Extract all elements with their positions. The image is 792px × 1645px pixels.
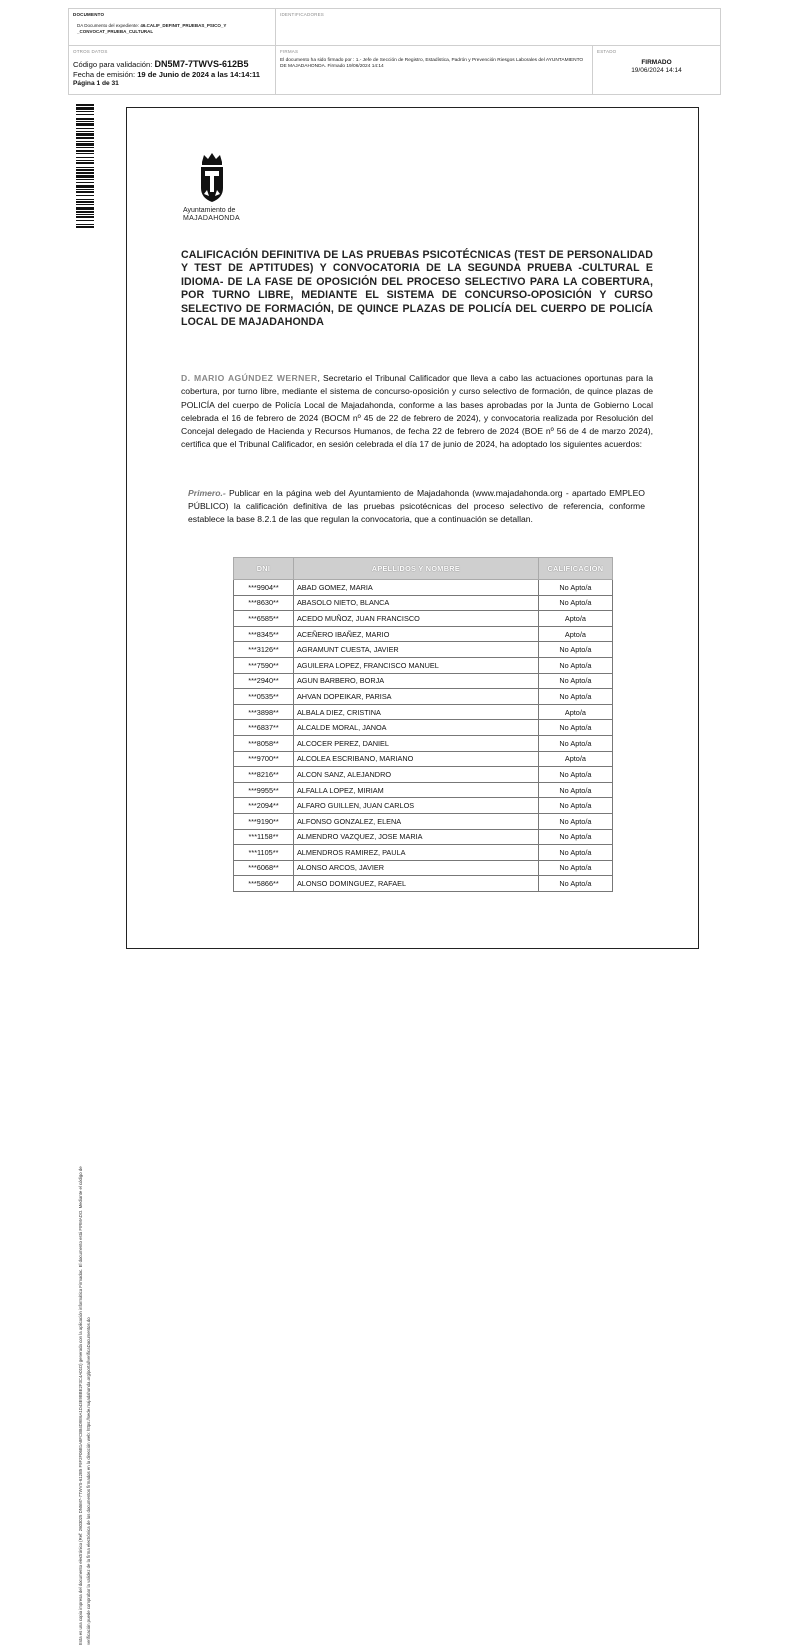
calificacion-cell: No Apto/a (538, 735, 612, 751)
table-row (234, 876, 613, 892)
documento-name: DA Documento del expediente: 46.CALIF_DEFINIT_PRUEBAS_PSICO_Y _CONVOCAT_PRUEBA_CULTURAL (77, 23, 227, 34)
primero-label: Primero.- (188, 488, 226, 498)
name-cell: ACEÑERO IBAÑEZ, MARIO (293, 626, 538, 642)
table-row (234, 782, 613, 798)
dni-cell: ***9700** (234, 751, 294, 767)
name-cell: AGUN BARBERO, BORJA (293, 673, 538, 689)
calificacion-cell: No Apto/a (538, 689, 612, 705)
name-cell: ALMENDROS RAMIREZ, PAULA (293, 845, 538, 861)
name-cell: ALONSO DOMINGUEZ, RAFAEL (293, 876, 538, 892)
calificacion-cell: No Apto/a (538, 876, 612, 892)
dni-cell: ***8216** (234, 767, 294, 783)
results-table-body (234, 580, 613, 892)
dni-cell: ***8630** (234, 595, 294, 611)
name-cell: ALFALLA LOPEZ, MIRIAM (293, 782, 538, 798)
calificacion-cell: No Apto/a (538, 673, 612, 689)
name-cell: ALMENDRO VAZQUEZ, JOSE MARIA (293, 829, 538, 845)
estado-value: FIRMADO 19/06/2024 14:14 (631, 59, 682, 74)
estado-label: ESTADO (597, 49, 617, 54)
calificacion-cell: No Apto/a (538, 657, 612, 673)
table-row (234, 860, 613, 876)
dni-cell: ***9904** (234, 580, 294, 596)
calificacion-cell: No Apto/a (538, 642, 612, 658)
table-row (234, 845, 613, 861)
coat-of-arms-icon (197, 152, 227, 204)
table-row (234, 626, 613, 642)
firmas-label: FIRMAS (280, 49, 299, 54)
firmas-text: El documento ha sido firmado por : 1.- Jefe de Sección de Registro, Estadística, Padrón y Prevención Riesgos Laborales del AYUNTAMIENTO DE MAJADAHONDA. Firmado 19/06/2024 14:14 (280, 58, 584, 70)
name-cell: ALBALA DIEZ, CRISTINA (293, 704, 538, 720)
name-cell: ABASOLO NIETO, BLANCA (293, 595, 538, 611)
calificacion-cell: No Apto/a (538, 595, 612, 611)
calificacion-cell: Apto/a (538, 611, 612, 627)
dni-cell: ***5866** (234, 876, 294, 892)
table-row (234, 673, 613, 689)
calificacion-cell: No Apto/a (538, 767, 612, 783)
table-row (234, 611, 613, 627)
table-row (234, 704, 613, 720)
calificacion-cell: No Apto/a (538, 813, 612, 829)
dni-cell: ***7590** (234, 657, 294, 673)
header-apellidos-nombre: APELLIDOS Y NOMBRE (293, 558, 538, 580)
table-row (234, 829, 613, 845)
identificadores-label: IDENTIFICADORES (280, 12, 325, 17)
document-title: CALIFICACIÓN DEFINITIVA DE LAS PRUEBAS PSICOTÉCNICAS (TEST DE PERSONALIDAD Y TEST DE APTITUDES) Y CONVOCATORIA DE LA SEGUNDA PRUEBA -CULTURAL E IDIOMA- DE LA FASE DE OPOSICIÓN DEL PROCESO SELECTIVO PARA LA COBERTURA, POR TURNO LIBRE, MEDIANTE EL SISTEMA DE CONCURSO-OPOSICIÓN Y CURSO SELECTIVO DE FORMACIÓN, DE QUINCE PLAZAS DE POLICÍA DEL CUERPO DE POLICÍA LOCAL DE MAJADAHONDA (181, 249, 653, 329)
certification-paragraph: D. MARIO AGÚNDEZ WERNER, Secretario el Tribunal Calificador que lleva a cabo las actuaciones oportunas para la cobertura, por turno libre, mediante el sistema de concurso-oposición y curso selectivo de formación, de quince plazas de POLICÍA del cuerpo de Policía Local de Majadahonda, conforme a las bases aprobadas por la Junta de Gobierno Local celebrada el 16 de febrero de 2024 (BOCM nº 45 de 22 de febrero de 2024), y convocatoria realizada por Resolución del Concejal delegado de Hacienda y Recursos Humanos, de fecha 22 de febrero de 2024 (BOE nº 56 de 4 de marzo 2024), certifica que el Tribunal Calificador, en sesión celebrada el día 17 de junio de 2024, ha adoptado los siguientes acuerdos: (181, 373, 653, 450)
barcode-stripe (76, 228, 94, 229)
table-row (234, 751, 613, 767)
name-cell: ABAD GOMEZ, MARIA (293, 580, 538, 596)
dni-cell: ***3898** (234, 704, 294, 720)
pagina-indicator: Página 1 de 31 (73, 80, 119, 87)
logo-text: Ayuntamiento de MAJADAHONDA (183, 207, 240, 222)
table-row (234, 767, 613, 783)
calificacion-cell: Apto/a (538, 626, 612, 642)
header-dni: DNI (234, 558, 294, 580)
name-cell: ALCALDE MORAL, JANOA (293, 720, 538, 736)
otros-datos-cell (69, 46, 276, 94)
table-row (234, 813, 613, 829)
name-cell: ALFONSO GONZALEZ, ELENA (293, 813, 538, 829)
dni-cell: ***2940** (234, 673, 294, 689)
header-calificacion: CALIFICACIÓN (538, 558, 612, 580)
calificacion-cell: Apto/a (538, 751, 612, 767)
vertical-verification-text-1: Esta es una copia impresa del documento electrónico (Ref: 2603025 DN5M7-7TWVS-612B5 F9F2F06B1A8FCB84D9E6A1D43E9BBE2F3C4A01D) generada con la aplicación informática Firmadoc. El documento está FIRMADO. Mediante el código de (78, 1166, 83, 1645)
name-cell: AHVAN DOPEIKAR, PARISA (293, 689, 538, 705)
document-page (126, 107, 699, 949)
secretary-name: D. MARIO AGÚNDEZ WERNER (181, 373, 318, 383)
codigo-validacion: Código para validación: DN5M7-7TWVS-612B5 (73, 59, 249, 69)
table-row (234, 657, 613, 673)
barcode-image (76, 104, 94, 298)
name-cell: ALCOCER PEREZ, DANIEL (293, 735, 538, 751)
table-row (234, 798, 613, 814)
name-cell: ALFARO GUILLEN, JUAN CARLOS (293, 798, 538, 814)
ayuntamiento-logo (183, 152, 247, 223)
table-row (234, 642, 613, 658)
document-metadata-header (68, 8, 721, 95)
firmas-cell (276, 46, 593, 94)
calificacion-cell: No Apto/a (538, 798, 612, 814)
dni-cell: ***6068** (234, 860, 294, 876)
documento-cell (69, 9, 276, 45)
dni-cell: ***9955** (234, 782, 294, 798)
table-row (234, 720, 613, 736)
fecha-emision: Fecha de emisión: 19 de Junio de 2024 a las 14:14:11 (73, 70, 261, 79)
dni-cell: ***6585** (234, 611, 294, 627)
dni-cell: ***0535** (234, 689, 294, 705)
calificacion-cell: Apto/a (538, 704, 612, 720)
table-row (234, 580, 613, 596)
otros-datos-label: OTROS DATOS (73, 49, 108, 54)
dni-cell: ***1158** (234, 829, 294, 845)
estado-cell (593, 46, 720, 94)
table-row (234, 595, 613, 611)
table-row (234, 689, 613, 705)
name-cell: AGRAMUNT CUESTA, JAVIER (293, 642, 538, 658)
table-row (234, 735, 613, 751)
results-table (233, 557, 613, 892)
dni-cell: ***6837** (234, 720, 294, 736)
calificacion-cell: No Apto/a (538, 845, 612, 861)
vertical-verification-text-2: verificación puede comprobar la validez de la firma electrónica de los documentos firmados en la dirección web: https://sede.majadahonda.org/portal/verificaDocumentos.do (86, 1317, 91, 1645)
identificadores-cell (276, 9, 720, 45)
name-cell: ALCON SANZ, ALEJANDRO (293, 767, 538, 783)
primero-paragraph: Primero.- Publicar en la página web del Ayuntamiento de Majadahonda (www.majadahonda.org - apartado EMPLEO PÚBLICO) la calificación definitiva de las pruebas psicotécnicas del proceso selectivo de referencia, conforme establece la base 8.2.1 de las que regulan la convocatoria, que a continuación se detallan. (188, 488, 645, 525)
dni-cell: ***8058** (234, 735, 294, 751)
documento-label: DOCUMENTO (73, 12, 105, 17)
name-cell: ACEDO MUÑOZ, JUAN FRANCISCO (293, 611, 538, 627)
dni-cell: ***8345** (234, 626, 294, 642)
calificacion-cell: No Apto/a (538, 580, 612, 596)
calificacion-cell: No Apto/a (538, 860, 612, 876)
calificacion-cell: No Apto/a (538, 782, 612, 798)
name-cell: AGUILERA LOPEZ, FRANCISCO MANUEL (293, 657, 538, 673)
dni-cell: ***2094** (234, 798, 294, 814)
dni-cell: ***1105** (234, 845, 294, 861)
dni-cell: ***9190** (234, 813, 294, 829)
name-cell: ALCOLEA ESCRIBANO, MARIANO (293, 751, 538, 767)
calificacion-cell: No Apto/a (538, 720, 612, 736)
table-header-row (234, 558, 613, 580)
dni-cell: ***3126** (234, 642, 294, 658)
name-cell: ALONSO ARCOS, JAVIER (293, 860, 538, 876)
calificacion-cell: No Apto/a (538, 829, 612, 845)
